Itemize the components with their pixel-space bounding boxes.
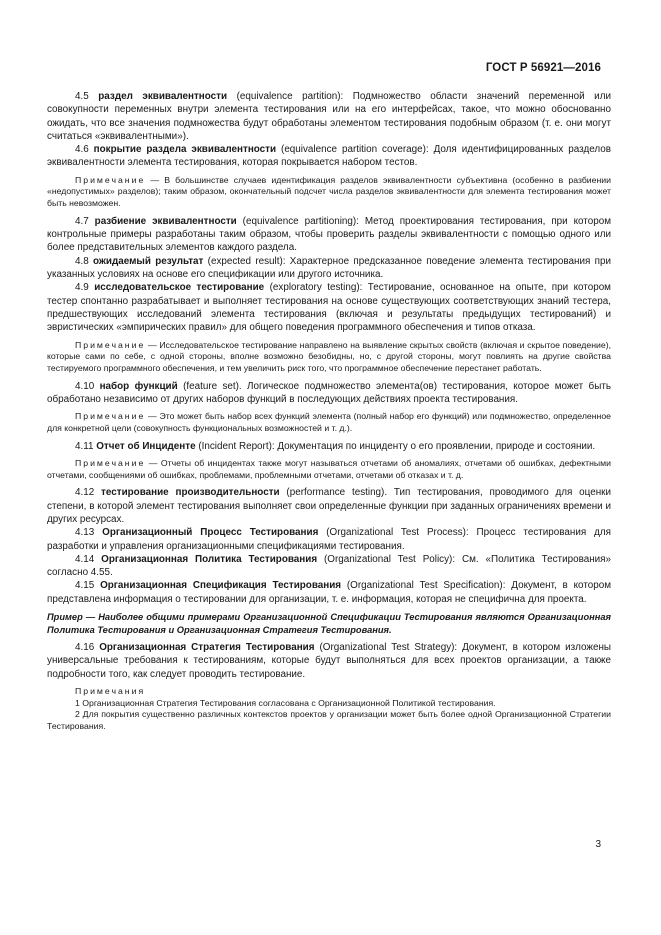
notes-4-16: [47, 686, 611, 733]
note-text: — Исследовательское тестирование направлено на выявление скрытых свойств (включая и скрытое поведение), которые сами по себе, с одной стороны, вполне возможно безобидны, но, с другой стороны, могут повлиять на другие свойства тестируемого программного обеспечения, и тем увеличить риск того, что программное обеспечение перестанет работать.: [47, 339, 612, 373]
note-4-6: [47, 175, 611, 210]
entry-4-7: [47, 215, 611, 255]
entry-4-12: [47, 486, 611, 526]
entry-term: Отчет об Инциденте: [96, 440, 196, 452]
entry-term: Организационная Стратегия Тестирования: [99, 642, 315, 654]
entry-term: Организационный Процесс Тестирования: [102, 527, 319, 539]
entry-text: (Organizational Test Strategy): Документ, в котором изложены универсальные требования к тестированиям, которые будут выполняться для всех проектов организации, а также подробности того, как следует проводить тестирование.: [47, 642, 611, 680]
entry-term: раздел эквивалентности: [98, 91, 228, 102]
entry-term: Организационная Политика Тестирования: [101, 553, 318, 565]
entry-number: 4.8: [75, 255, 89, 267]
note-4-11: [47, 458, 611, 481]
entry-number: 4.15: [75, 580, 95, 592]
entry-4-16: [47, 641, 611, 681]
entry-term: тестирование производительности: [101, 487, 280, 499]
entry-4-8: [47, 255, 611, 282]
note-4-10: [47, 411, 611, 434]
page-number: 3: [595, 839, 601, 850]
entry-4-9: [47, 281, 611, 334]
entry-term: Организационная Спецификация Тестирования: [100, 580, 342, 592]
note-item: 1 Организационная Стратегия Тестирования согласована с Организационной Политикой тестирования.: [75, 697, 496, 708]
entry-text: (equivalence partition coverage): Доля идентифицированных разделов эквивалентности элемента тестирования, которая покрывается набором тестов.: [47, 144, 611, 169]
note-label: Примечание: [75, 411, 146, 422]
notes-label: Примечания: [75, 685, 146, 696]
entry-number: 4.16: [75, 642, 95, 654]
entry-number: 4.10: [75, 380, 95, 392]
entry-term: набор функций: [99, 380, 178, 392]
document-body: [47, 90, 611, 733]
note-4-9: [47, 340, 611, 375]
entry-text: (exploratory testing): Тестирование, основанное на опыте, при котором тестер спонтанно разрабатывает и выполняет тестирования на основе существующих соответствующих знаний тестера, предшествующих исследований элемента тестирования (включая и результаты предыдущих тестирований) и эвристических «эмпирических правил» для общего поведения программного обеспечения и типов отказа.: [47, 282, 611, 334]
entry-term: покрытие раздела эквивалентности: [93, 144, 277, 156]
note-label: Примечание: [75, 174, 146, 185]
note-text: — В большинстве случаев идентификация разделов эквивалентности субъективна (особенно в разбиении «недопустимых» разделов); таким образом, окончательный подсчет числа разделов эквивалентности для элемента тестирования может быть невозможен.: [47, 174, 611, 209]
note-text: — Это может быть набор всех функций элемента (полный набор его функций) или подмножество, определенное для конкретной цели (совокупность функциональных возможностей и т. д.).: [47, 411, 611, 433]
entry-text: (expected result): Характерное предсказанное поведение элемента тестирования при указанных условиях на основе его спецификации или другого источника.: [47, 255, 611, 281]
entry-number: 4.9: [75, 282, 89, 294]
entry-4-10: [47, 380, 611, 407]
entry-text: (performance testing). Тип тестирования, проводимого для оценки степени, в которой элемент тестирования выполняет свои определенные функции при заданных ограничениях времени и других ресурсах.: [47, 487, 611, 525]
entry-number: 4.6: [75, 144, 89, 156]
entry-4-14: [47, 553, 611, 580]
entry-term: исследовательское тестирование: [94, 282, 265, 294]
entry-4-15: [47, 579, 611, 606]
entry-text: (equivalence partitioning): Метод проектирования тестирования, при котором контрольные примеры разработаны таким образом, чтобы проверить разделы эквивалентности с помощью одного или более представительных элементов каждого раздела.: [47, 215, 611, 254]
entry-number: 4.11: [75, 440, 94, 452]
entry-number: 4.12: [75, 487, 95, 499]
entry-4-11: [47, 440, 611, 453]
entry-number: 4.13: [75, 527, 95, 539]
entry-text: (Organizational Test Policy): См. «Политика Тестирования» согласно 4.55.: [47, 553, 611, 579]
entry-term: разбиение эквивалентности: [94, 215, 237, 227]
entry-number: 4.14: [75, 553, 95, 565]
entry-term: ожидаемый результат: [93, 255, 204, 267]
entry-text: (Organizational Test Process): Процесс тестирования для разработки и управления организационными спецификациями тестирования.: [47, 527, 612, 552]
entry-4-13: [47, 526, 611, 553]
entry-number: 4.7: [75, 215, 89, 227]
note-item: 2 Для покрытия существенно различных контекстов проектов у организации может быть более одной Организационной Стратегии Тестирования.: [47, 709, 611, 732]
entry-4-6: [47, 143, 611, 170]
note-label: Примечание: [75, 339, 146, 350]
example-4-15: Пример — Наиболее общими примерами Организационной Спецификации Тестирования являются Организационная Политика Тестирования и Организационная Стратегия Тестирования.: [47, 612, 611, 635]
note-text: — Отчеты об инцидентах также могут называться отчетами об аномалиях, отчетами об ошибках, дефектными отчетами, сообщениями об ошибках, проблемами, проблемными отчетами, отчетами об отказах и т. д.: [47, 457, 611, 480]
entry-text: (equivalence partition): Подмножество области значений переменной или совокупности переменных внутри элемента тестирования или на его интерфейсах, такое, что можно обоснованно ожидать, что все значения подмножества будут обработаны элементом тестирования подобным образом (т. е. они могут считаться «эквивалентными»).: [47, 91, 611, 142]
document-number: ГОСТ Р 56921—2016: [485, 62, 601, 74]
entry-text: (Organizational Test Specification): Документ, в котором представлена информация о тестировании для организации, т. е. информация, которая не специфична для проекта.: [47, 580, 611, 605]
entry-4-5: [47, 90, 611, 143]
entry-text: (Incident Report): Документация по инциденту о его проявлении, природе и состоянии.: [198, 440, 596, 452]
note-label: Примечание: [75, 457, 146, 468]
entry-number: 4.5: [75, 91, 89, 102]
entry-text: (feature set). Логическое подмножество элемента(ов) тестирования, которое может быть обработано независимо от других наборов функций в последующих действиях проекта тестирования.: [47, 380, 611, 405]
